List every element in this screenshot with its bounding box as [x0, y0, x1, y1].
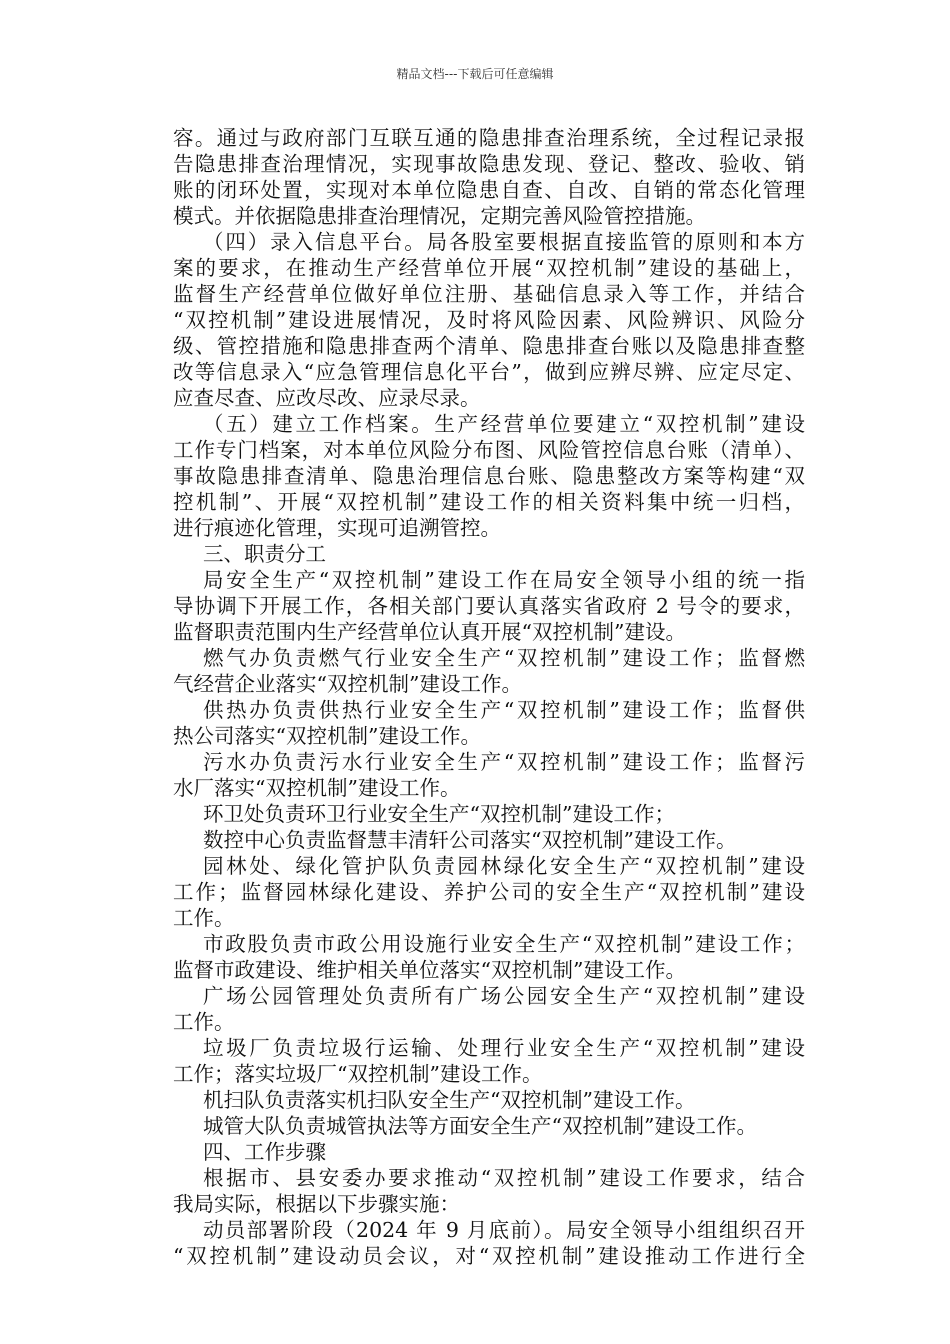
text-line: 垃圾厂负责垃圾行运输、处理行业安全生产“双控机制”建设	[203, 1036, 805, 1060]
text-line: 级、管控措施和隐患排查两个清单、隐患排查台账以及隐患排查整	[173, 334, 805, 358]
text-line: 监督职责范围内生产经营单位认真开展“双控机制”建设。	[173, 620, 686, 644]
text-line: 四、工作步骤	[203, 1140, 326, 1164]
text-line: 容。通过与政府部门互联互通的隐患排查治理系统，全过程记录报	[173, 126, 805, 150]
text-line: 燃气办负责燃气行业安全生产“双控机制”建设工作；监督燃	[203, 646, 805, 670]
text-line: 告隐患排查治理情况，实现事故隐患发现、登记、整改、验收、销	[173, 152, 805, 176]
text-line: 工作。	[173, 906, 235, 930]
text-line: 账的闭环处置，实现对本单位隐患自查、自改、自销的常态化管理	[173, 178, 805, 202]
text-line: 根据市、县安委办要求推动“双控机制”建设工作要求，结合	[203, 1166, 805, 1190]
text-line: 工作。	[173, 1010, 235, 1034]
text-line: 进行痕迹化管理，实现可追溯管控。	[173, 516, 501, 540]
text-line: 机扫队负责落实机扫队安全生产“双控机制”建设工作。	[203, 1088, 696, 1112]
text-line: 事故隐患排查清单、隐患治理信息台账、隐患整改方案等构建“双	[173, 464, 805, 488]
text-line: 模式。并依据隐患排查治理情况，定期完善风险管控措施。	[173, 204, 706, 228]
page-header: 精品文档---下载后可任意编辑	[396, 67, 554, 81]
text-line: 园林处、绿化管护队负责园林绿化安全生产“双控机制”建设	[203, 854, 805, 878]
text-line: 气经营企业落实“双控机制”建设工作。	[173, 672, 522, 696]
text-line: 监督市政建设、维护相关单位落实“双控机制”建设工作。	[173, 958, 686, 982]
text-line: 三、职责分工	[203, 542, 326, 566]
text-line: 广场公园管理处负责所有广场公园安全生产“双控机制”建设	[203, 984, 805, 1008]
text-line: （四）录入信息平台。局各股室要根据直接监管的原则和本方	[203, 230, 805, 254]
text-line: 工作；监督园林绿化建设、养护公司的安全生产“双控机制”建设	[173, 880, 805, 904]
text-line: 局安全生产“双控机制”建设工作在局安全领导小组的统一指	[203, 568, 805, 592]
text-line: “双控机制”建设进展情况，及时将风险因素、风险辨识、风险分	[173, 308, 805, 332]
text-line: 市政股负责市政公用设施行业安全生产“双控机制”建设工作；	[203, 932, 805, 956]
text-line: 监督生产经营单位做好单位注册、基础信息录入等工作，并结合	[173, 282, 805, 306]
text-line: 我局实际，根据以下步骤实施：	[173, 1192, 460, 1216]
text-line: （五）建立工作档案。生产经营单位要建立“双控机制”建设	[203, 412, 805, 436]
text-line: 动员部署阶段（2024 年 9 月底前）。局安全领导小组组织召开	[203, 1218, 805, 1242]
text-line: 案的要求，在推动生产经营单位开展“双控机制”建设的基础上，	[173, 256, 805, 280]
text-line: 工作专门档案，对本单位风险分布图、风险管控信息台账（清单）、	[173, 438, 805, 462]
text-line: 污水办负责污水行业安全生产“双控机制”建设工作；监督污	[203, 750, 805, 774]
text-line: 水厂落实“双控机制”建设工作。	[173, 776, 461, 800]
text-line: “双控机制”建设动员会议，对“双控机制”建设推动工作进行全	[173, 1244, 805, 1268]
text-line: 城管大队负责城管执法等方面安全生产“双控机制”建设工作。	[203, 1114, 757, 1138]
text-line: 应查尽查、应改尽改、应录尽录。	[173, 386, 481, 410]
text-line: 热公司落实“双控机制”建设工作。	[173, 724, 481, 748]
text-line: 环卫处负责环卫行业安全生产“双控机制”建设工作；	[203, 802, 675, 826]
document-body	[173, 125, 805, 1269]
text-line: 供热办负责供热行业安全生产“双控机制”建设工作；监督供	[203, 698, 805, 722]
text-line: 数控中心负责监督慧丰清轩公司落实“双控机制”建设工作。	[203, 828, 737, 852]
text-line: 导协调下开展工作，各相关部门要认真落实省政府 2 号令的要求，	[173, 594, 805, 618]
text-line: 工作；落实垃圾厂“双控机制”建设工作。	[173, 1062, 543, 1086]
text-line: 改等信息录入“应急管理信息化平台”，做到应辨尽辨、应定尽定、	[173, 360, 805, 384]
text-line: 控机制”、开展“双控机制”建设工作的相关资料集中统一归档，	[173, 490, 805, 514]
